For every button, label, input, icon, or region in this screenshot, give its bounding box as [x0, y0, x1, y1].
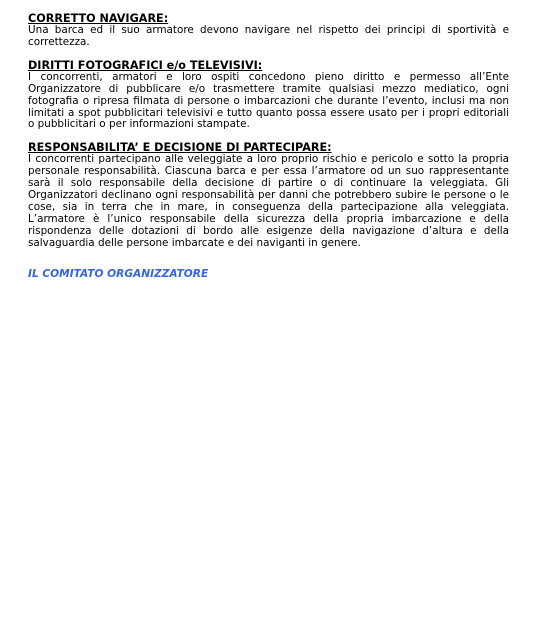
- section-diritti-fotografici: [28, 59, 509, 132]
- section-body: I concorrenti, armatori e loro ospiti concedono pieno diritto e permesso all’Ente Organizzatore di pubblicare e/o trasmettere tramite qualsiasi mezzo mediatico, ogni fotografia o ripresa filmata di persone o imbarcazioni che durante l’evento, inclusi ma non limitati a spot pubblicitari televisivi e tutto quanto possa essere usato per i propri editoriali o pubblicitari o per informazioni stampate.: [28, 70, 509, 131]
- section-body: Una barca ed il suo armatore devono navigare nel rispetto dei principi di sportività e correttezza.: [28, 24, 509, 48]
- signature-committee: IL COMITATO ORGANIZZATORE: [28, 267, 209, 280]
- section-corretto-navigare: [28, 12, 509, 49]
- section-body: I concorrenti partecipano alle veleggiate a loro proprio rischio e pericolo e sotto la propria personale responsabilità. Ciascuna barca e per essa l’armatore od un suo rappresentante sarà il solo responsabile della decisione di partire o di continuare la veleggiata. Gli Organizzatori declinano ogni responsabilità per danni che potrebbero subire le persone o le cose, sia in terra che in mare, in conseguenza della partecipazione alla veleggiata. L’armatore è l’unico responsabile della sicurezza della propria imbarcazione e della rispondenza delle dotazioni di bordo alle esigenze della navigazione d’altura e della salvaguardia delle persone imbarcate e dei naviganti in genere.: [28, 153, 509, 249]
- section-heading: RESPONSABILITA’ E DECISIONE DI PARTECIPARE:: [28, 141, 332, 155]
- section-heading: DIRITTI FOTOGRAFICI e/o TELEVISIVI:: [28, 58, 263, 72]
- section-responsabilita: [28, 141, 509, 249]
- document-page: [28, 12, 509, 291]
- section-heading: CORRETTO NAVIGARE:: [28, 12, 169, 25]
